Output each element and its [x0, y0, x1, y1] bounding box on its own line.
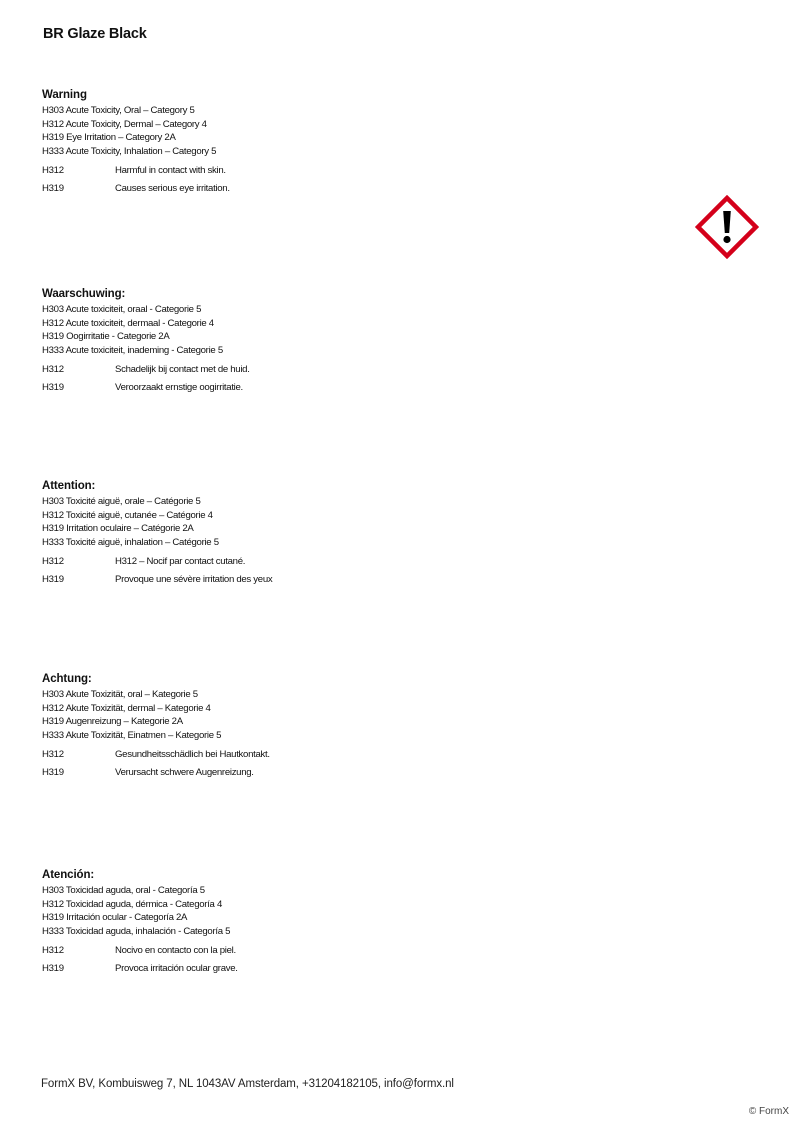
hazard-classification: H333 Toxicité aiguë, inhalation – Catégorie 5	[42, 536, 219, 548]
statement-code: H319	[42, 381, 64, 393]
footer-contact: FormX BV, Kombuisweg 7, NL 1043AV Amsterdam, +31204182105, info@formx.nl	[41, 1078, 454, 1090]
section-french	[42, 480, 642, 588]
hazard-classification: H319 Oogirritatie - Categorie 2A	[42, 331, 170, 342]
statement-text: Verursacht schwere Augenreizung.	[115, 766, 254, 778]
hazard-classification: H312 Akute Toxizität, dermal – Kategorie 4	[42, 702, 211, 714]
statement-text: Provoca irritación ocular grave.	[115, 962, 238, 974]
hazard-classification: H312 Toxicité aiguë, cutanée – Catégorie 4	[42, 509, 213, 521]
signal-word: Warning	[42, 89, 87, 101]
section-german	[42, 673, 642, 781]
hazard-classification: H333 Toxicidad aguda, inhalación - Categoría 5	[42, 925, 231, 937]
signal-word: Waarschuwing:	[42, 288, 126, 300]
signal-word: Attention:	[42, 480, 96, 492]
copyright: © FormX	[748, 1106, 789, 1117]
hazard-statements	[42, 361, 642, 396]
hazard-classification: H333 Acute toxiciteit, inademing - Categorie 5	[42, 344, 223, 356]
statement-code: H312	[42, 945, 64, 956]
section-english	[42, 89, 642, 197]
signal-word: Atención:	[42, 869, 95, 881]
hazard-statement	[42, 571, 642, 589]
hazard-classification: H319 Eye Irritation – Category 2A	[42, 132, 176, 143]
hazard-statement	[42, 162, 642, 180]
hazard-statement	[42, 746, 642, 764]
hazard-classification: H312 Toxicidad aguda, dérmica - Categoría 4	[42, 898, 222, 910]
hazard-statement	[42, 379, 642, 397]
statement-text: Harmful in contact with skin.	[115, 165, 226, 176]
hazard-classification: H303 Toxicidad aguda, oral - Categoría 5	[42, 885, 205, 896]
hazard-statement	[42, 764, 642, 782]
hazard-statement	[42, 361, 642, 379]
hazard-classification: H333 Akute Toxizität, Einatmen – Kategorie 5	[42, 729, 222, 741]
hazard-statement	[42, 180, 642, 198]
section-spanish	[42, 869, 642, 977]
hazard-classification: H303 Acute toxiciteit, oraal - Categorie 5	[42, 304, 202, 315]
statement-text: Nocivo en contacto con la piel.	[115, 945, 236, 956]
statement-text: Provoque une sévère irritation des yeux	[115, 573, 273, 585]
statement-code: H319	[42, 182, 64, 194]
ghs-exclamation-mark-icon	[695, 195, 759, 259]
statement-text: Schadelijk bij contact met de huid.	[115, 364, 250, 375]
hazard-classification: H303 Acute Toxicity, Oral – Category 5	[42, 105, 195, 116]
hazard-classification: H312 Acute toxiciteit, dermaal - Categorie 4	[42, 317, 214, 329]
statement-code: H319	[42, 962, 64, 974]
statement-code: H312	[42, 165, 64, 176]
hazard-statements	[42, 746, 642, 781]
statement-text: Gesundheitsschädlich bei Hautkontakt.	[115, 749, 270, 760]
signal-word: Achtung:	[42, 673, 92, 685]
hazard-statements	[42, 942, 642, 977]
hazard-classification: H303 Akute Toxizität, oral – Kategorie 5	[42, 689, 198, 700]
hazard-statement	[42, 553, 642, 571]
hazard-classification: H319 Irritación ocular - Categoría 2A	[42, 912, 188, 923]
statement-code: H319	[42, 766, 64, 778]
product-title: BR Glaze Black	[43, 26, 147, 42]
hazard-statements	[42, 553, 642, 588]
hazard-statements	[42, 162, 642, 197]
statement-text: Veroorzaakt ernstige oogirritatie.	[115, 381, 243, 393]
statement-code: H319	[42, 573, 64, 585]
statement-code: H312	[42, 556, 64, 567]
statement-code: H312	[42, 749, 64, 760]
hazard-statement	[42, 942, 642, 960]
hazard-classification: H319 Irritation oculaire – Catégorie 2A	[42, 523, 194, 534]
hazard-classification: H303 Toxicité aiguë, orale – Catégorie 5	[42, 496, 201, 507]
statement-code: H312	[42, 364, 64, 375]
hazard-classification: H333 Acute Toxicity, Inhalation – Category 5	[42, 145, 217, 157]
statement-text: Causes serious eye irritation.	[115, 182, 230, 194]
hazard-statement	[42, 960, 642, 978]
statement-text: H312 – Nocif par contact cutané.	[115, 556, 246, 567]
hazard-classification: H312 Acute Toxicity, Dermal – Category 4	[42, 118, 207, 130]
hazard-classification: H319 Augenreizung – Kategorie 2A	[42, 716, 183, 727]
section-dutch	[42, 288, 642, 396]
